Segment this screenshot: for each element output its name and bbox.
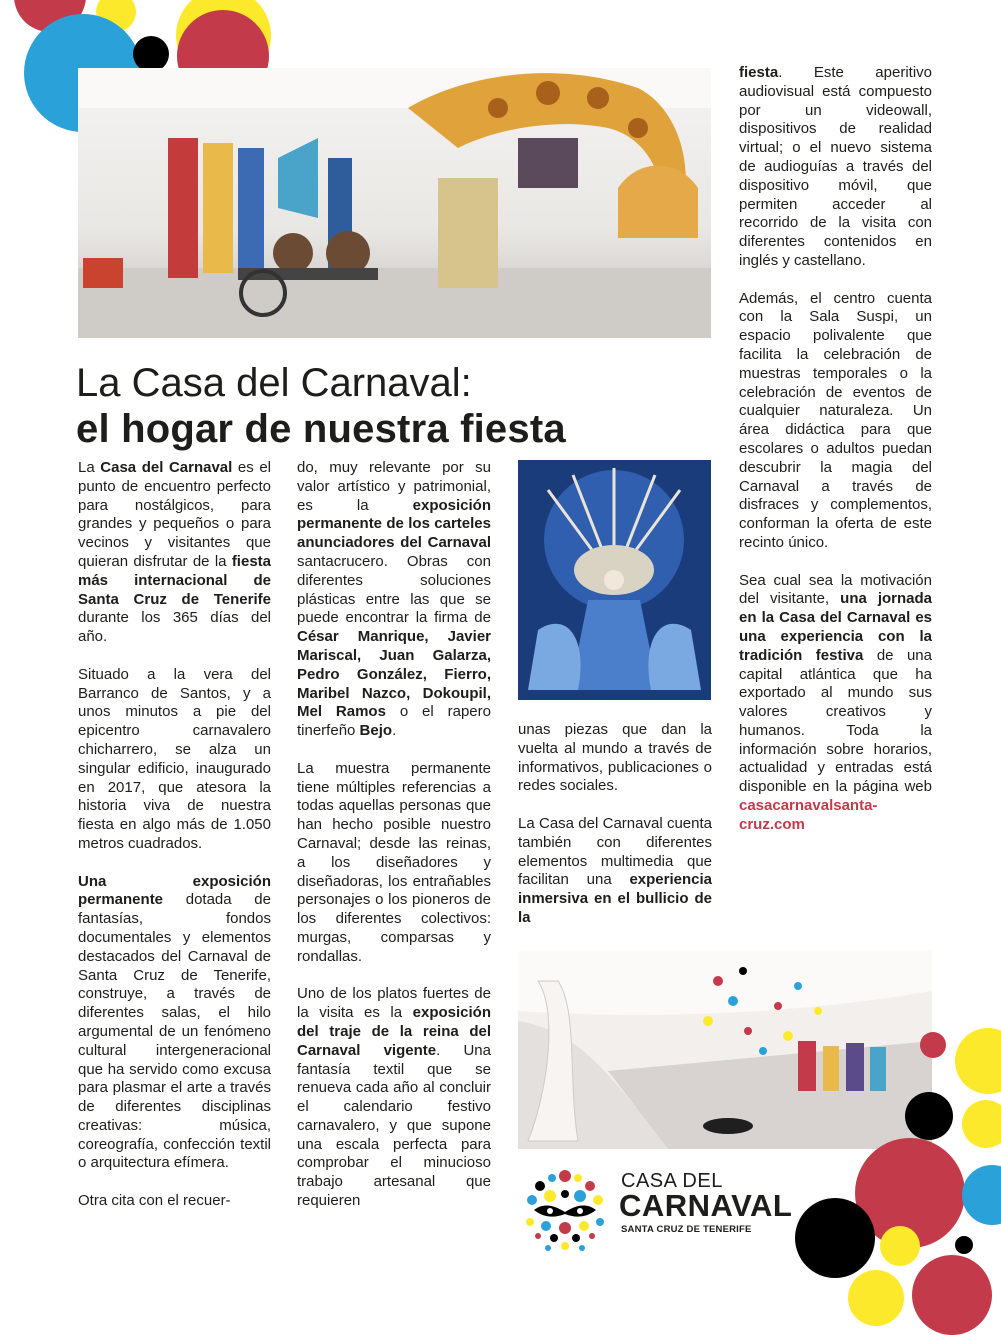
paragraph: La Casa del Carnaval es el punto de encuentro perfecto para nostálgicos, para grandes y pequeños o para vecinos y visitantes que quieran disfrutar de la fiesta más internacional de Santa Cruz de Tenerife durante los 365 días del año. (78, 459, 271, 646)
website-link[interactable]: casacarnavalsanta-cruz.com (739, 797, 878, 833)
museum-hall-photo (78, 68, 711, 338)
confetti-dot (905, 1092, 953, 1140)
confetti-dot (962, 1100, 1001, 1148)
column-3 (518, 721, 712, 947)
paragraph: fiesta. Este aperitivo audiovisual está compuesto por un videowall, dispositivos de realidad virtual; o el nuevo sistema de audioguías a través del dispositivo móvil, que permiten acceder al recorrido de la visita con diferentes contenidos en inglés y castellano. (739, 64, 932, 269)
logo-line-2: CARNAVAL (619, 1188, 793, 1223)
paragraph: La Casa del Carnaval cuenta también con diferentes elementos multimedia que facilitan una experiencia inmersiva en el bullicio de la (518, 814, 712, 926)
carnival-queen-costume-photo (518, 460, 711, 700)
logo-line-1: CASA DEL (621, 1170, 723, 1192)
confetti-dot (848, 1270, 904, 1326)
confetti-dot (133, 36, 169, 72)
logo-mask-icon (520, 1166, 610, 1254)
paragraph: unas piezas que dan la vuelta al mundo a través de informativos, publicaciones o redes sociales. (518, 721, 712, 795)
confetti-dot (962, 1165, 1001, 1225)
confetti-dot (795, 1198, 875, 1278)
confetti-dot (880, 1226, 920, 1266)
paragraph: Otra cita con el recuer- (78, 1192, 231, 1210)
confetti-dot (920, 1032, 946, 1058)
paragraph: do, muy relevante por su valor artístico y patrimonial, es la exposición permanente de los carteles anunciadores del Carnaval santacrucero. Obras con diferentes soluciones plásticas entre las que se puede encontrar la firma de César Manrique, Javier Mariscal, Juan Galarza, Pedro González, Fierro, Maribel Nazco, Dokoupil, Mel Ramos o el rapero tinerfeño Bejo. (297, 459, 491, 740)
paragraph: Situado a la vera del Barranco de Santos, y a unos minutos a pie del epicentro carnavalero chicharrero, se alza un singular edificio, inaugurado en 2017, que atesora la historia viva de nuestra fiesta en algo más de 1.050 metros cuadrados. (78, 665, 271, 852)
article-title (76, 360, 716, 452)
paragraph: Uno de los platos fuertes de la visita es la exposición del traje de la reina del Carnaval vigente. Una fantasía textil que se renueva cada año al concluir el calendario festivo carnavalero, y que supone una escala perfecta para comprobar el minucioso trabajo artesanal que requieren (297, 985, 491, 1210)
paragraph: Sea cual sea la motivación del visitante, una jornada en la Casa del Carnaval es una experiencia con la tradición festiva de una capital atlántica que ha exportado al mundo sus valores creativos y humanos. Toda la información sobre horarios, actualidad y entradas está disponible en la página web casacarnavalsanta-cruz.com (739, 571, 932, 833)
confetti-dot (955, 1028, 1001, 1094)
paragraph: Además, el centro cuenta con la Sala Suspi, un espacio polivalente que facilita la celebración de muestras temporales o la celebración de eventos de cualquier naturaleza. Un área didáctica para que escolares o adultos puedan descubrir la magia del Carnaval a través de disfraces y complementos, conforman la oferta de este recinto único. (739, 289, 932, 551)
column-1 (78, 459, 271, 1230)
title-line-2: el hogar de nuestra fiesta (76, 407, 566, 451)
confetti-dot (912, 1255, 992, 1335)
logo-line-3: SANTA CRUZ DE TENERIFE (621, 1224, 752, 1235)
exhibition-gallery-photo (518, 951, 932, 1149)
paragraph: Una exposición permanente dotada de fantasías, fondos documentales y elementos destacados del Carnaval de Santa Cruz de Tenerife, construye, a través de diferentes salas, el hilo argumental de un fenómeno cultural intergeneracional que ha servido como excusa para plasmar el arte a través de diferentes disciplinas creativas: música, coreografía, confección textil o arquitectura efímera. (78, 872, 271, 1172)
paragraph: La muestra permanente tiene múltiples referencias a todas aquellas personas que han hecho posible nuestro Carnaval; desde las reinas, a los diseñadores y diseñadoras, los entrañables personajes o los pioneros de los diferentes colectivos: murgas, comparsas y rondallas. (297, 759, 491, 965)
column-2 (297, 459, 491, 1230)
confetti-dot (955, 1236, 973, 1254)
column-4 (739, 64, 932, 853)
title-line-1: La Casa del Carnaval: (76, 361, 472, 405)
